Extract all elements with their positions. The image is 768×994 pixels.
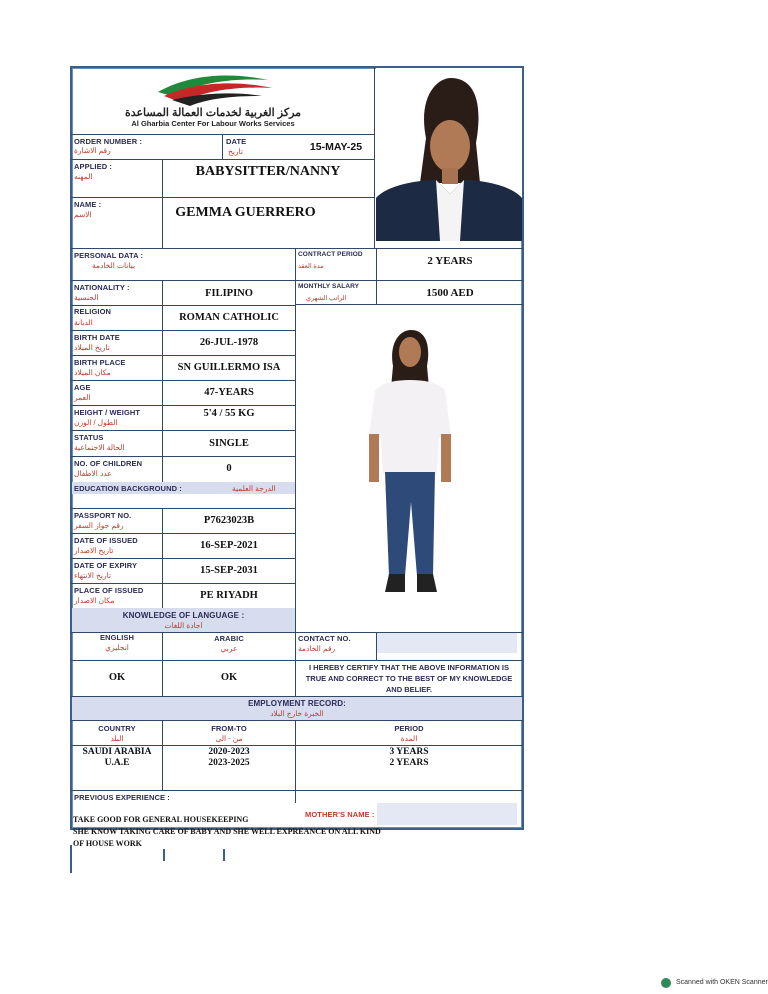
contact-label-ar: رقم الخادمة xyxy=(298,644,336,653)
arabic-label: ARABIC xyxy=(214,634,244,643)
birth-place-value: SN GUILLERMO ISA xyxy=(177,362,281,373)
employment-fromto: 2023-2025 xyxy=(208,758,250,768)
birth-date-value: 26-JUL-1978 xyxy=(199,337,259,348)
status-label-ar: الحالة الاجتماعية xyxy=(74,443,125,452)
contract-period-value: 2 YEARS xyxy=(427,255,473,267)
age-label-ar: العمر xyxy=(74,393,91,402)
religion-label-ar: الديانة xyxy=(74,318,93,327)
passport-no-value: P7623023B xyxy=(203,515,255,526)
mark-line xyxy=(163,849,165,861)
headshot-photo xyxy=(376,68,522,241)
children-value: 0 xyxy=(226,463,232,474)
birth-place-label-ar: مكان الميلاد xyxy=(74,368,111,377)
birth-date-label: BIRTH DATE xyxy=(74,333,120,342)
date-expiry-value: 15-SEP-2031 xyxy=(200,565,258,576)
religion-value: ROMAN CATHOLIC xyxy=(179,312,279,323)
experience-line: SHE KNOW TAKING CARE OF BABY AND SHE WELL EXPREANCE ON ALL KIND xyxy=(73,827,381,836)
date-issued-label-ar: تاريخ الاصدار xyxy=(74,546,114,555)
language-label: KNOWLEDGE OF LANGUAGE : xyxy=(122,611,245,620)
education-label-ar: الدرجة العلمية xyxy=(232,484,276,493)
place-issued-value: PE RIYADH xyxy=(200,590,258,601)
nationality-value: FILIPINO xyxy=(205,288,253,299)
org-name-arabic: مركز الغربية لخدمات العمالة المساعدة xyxy=(124,107,302,119)
employment-label: EMPLOYMENT RECORD: xyxy=(248,699,346,708)
children-label: NO. OF CHILDREN xyxy=(74,459,143,468)
status-label: STATUS xyxy=(74,433,104,442)
experience-line: OF HOUSE WORK xyxy=(73,839,142,848)
passport-no-label: PASSPORT NO. xyxy=(74,511,132,520)
logo xyxy=(150,70,280,110)
applied-value: BABYSITTER/NANNY xyxy=(195,164,341,179)
contract-period-label: CONTRACT PERIOD xyxy=(298,251,363,258)
period-label-ar: المدة xyxy=(400,734,418,743)
date-expiry-label: DATE OF EXPIRY xyxy=(74,561,138,570)
personal-data-label-ar: بيانات الخادمة xyxy=(92,261,136,270)
fromto-label-ar: من - الى xyxy=(215,734,243,743)
name-label: NAME : xyxy=(74,200,102,209)
contact-label: CONTACT NO. xyxy=(298,634,351,643)
date-label-ar: تاريخ xyxy=(228,147,243,156)
english-label: ENGLISH xyxy=(99,633,135,642)
place-issued-label: PLACE OF ISSUED xyxy=(74,586,144,595)
country-label: COUNTRY xyxy=(98,724,136,733)
order-number-label-ar: رقم الاشارة xyxy=(74,146,111,155)
age-label: AGE xyxy=(74,383,91,392)
contract-period-label-ar: مدة العقد xyxy=(298,263,324,270)
order-number-label: ORDER NUMBER : xyxy=(74,137,143,146)
applied-label: APPLIED : xyxy=(74,162,112,171)
birth-date-label-ar: تاريخ الميلاد xyxy=(74,343,110,352)
english-level-value: OK xyxy=(108,672,126,683)
date-value: 15-MAY-25 xyxy=(309,141,363,153)
scanner-text: Scanned with OKEN Scanner xyxy=(676,979,768,986)
language-label-ar: اجادة اللغات xyxy=(164,621,203,630)
mothers-name-label: MOTHER'S NAME : xyxy=(305,810,375,819)
period-label: PERIOD xyxy=(394,724,424,733)
mothers-name-field[interactable] xyxy=(377,803,517,825)
english-label-ar: انجليزي xyxy=(105,643,129,652)
height-weight-label-ar: الطول / الوزن xyxy=(74,418,118,427)
country-label-ar: البلد xyxy=(110,734,124,743)
mark-line xyxy=(70,845,72,873)
employment-label-ar: الخبرة خارج البلاد xyxy=(270,709,324,718)
employment-country: U.A.E xyxy=(104,758,130,768)
full-body-photo xyxy=(355,326,465,606)
arabic-level-value: OK xyxy=(220,672,238,683)
nationality-label-ar: الجنسية xyxy=(74,293,99,302)
experience-line: TAKE GOOD FOR GENERAL HOUSEKEEPING xyxy=(73,815,249,824)
name-label-ar: الاسم xyxy=(74,210,92,219)
contact-field[interactable] xyxy=(377,633,517,653)
children-label-ar: عدد الاطفال xyxy=(74,469,112,478)
height-weight-label: HEIGHT / WEIGHT xyxy=(74,408,141,417)
date-expiry-label-ar: تاريخ الانتهاء xyxy=(74,571,111,580)
status-value: SINGLE xyxy=(209,438,249,449)
employment-period: 2 YEARS xyxy=(389,758,429,768)
date-issued-value: 16-SEP-2021 xyxy=(200,540,258,551)
birth-place-label: BIRTH PLACE xyxy=(74,358,126,367)
height-weight-value: 5'4 / 55 KG xyxy=(203,408,255,419)
passport-no-label-ar: رقم جواز السفر xyxy=(74,521,124,530)
employment-country: SAUDI ARABIA xyxy=(82,747,152,757)
org-name-english: Al Gharbia Center For Labour Works Services xyxy=(131,119,295,128)
date-issued-label: DATE OF ISSUED xyxy=(74,536,138,545)
monthly-salary-value: 1500 AED xyxy=(426,287,474,299)
education-label: EDUCATION BACKGROUND : xyxy=(74,484,182,493)
religion-label: RELIGION xyxy=(74,307,112,316)
employment-period: 3 YEARS xyxy=(389,747,429,757)
arabic-label-ar: عربي xyxy=(220,644,238,653)
certify-statement: I HEREBY CERTIFY THAT THE ABOVE INFORMATION IS TRUE AND CORRECT TO THE BEST OF MY KNOWLEDGE AND BELIEF. xyxy=(305,663,513,694)
monthly-salary-label-ar: الراتب الشهري xyxy=(306,295,347,302)
date-label: DATE xyxy=(226,137,247,146)
previous-experience-label: PREVIOUS EXPERIENCE : xyxy=(74,793,170,802)
age-value: 47-YEARS xyxy=(204,387,254,398)
scanner-icon xyxy=(661,978,671,988)
name-value: GEMMA GUERRERO xyxy=(175,205,316,220)
place-issued-label-ar: مكان الاصدار xyxy=(74,596,115,605)
mark-line xyxy=(223,849,225,861)
nationality-label: NATIONALITY : xyxy=(74,283,130,292)
fromto-label: FROM-TO xyxy=(211,724,247,733)
personal-data-label: PERSONAL DATA : xyxy=(74,251,144,260)
employment-fromto: 2020-2023 xyxy=(208,747,250,757)
monthly-salary-label: MONTHLY SALARY xyxy=(298,283,360,290)
applied-label-ar: المهنه xyxy=(74,172,93,181)
